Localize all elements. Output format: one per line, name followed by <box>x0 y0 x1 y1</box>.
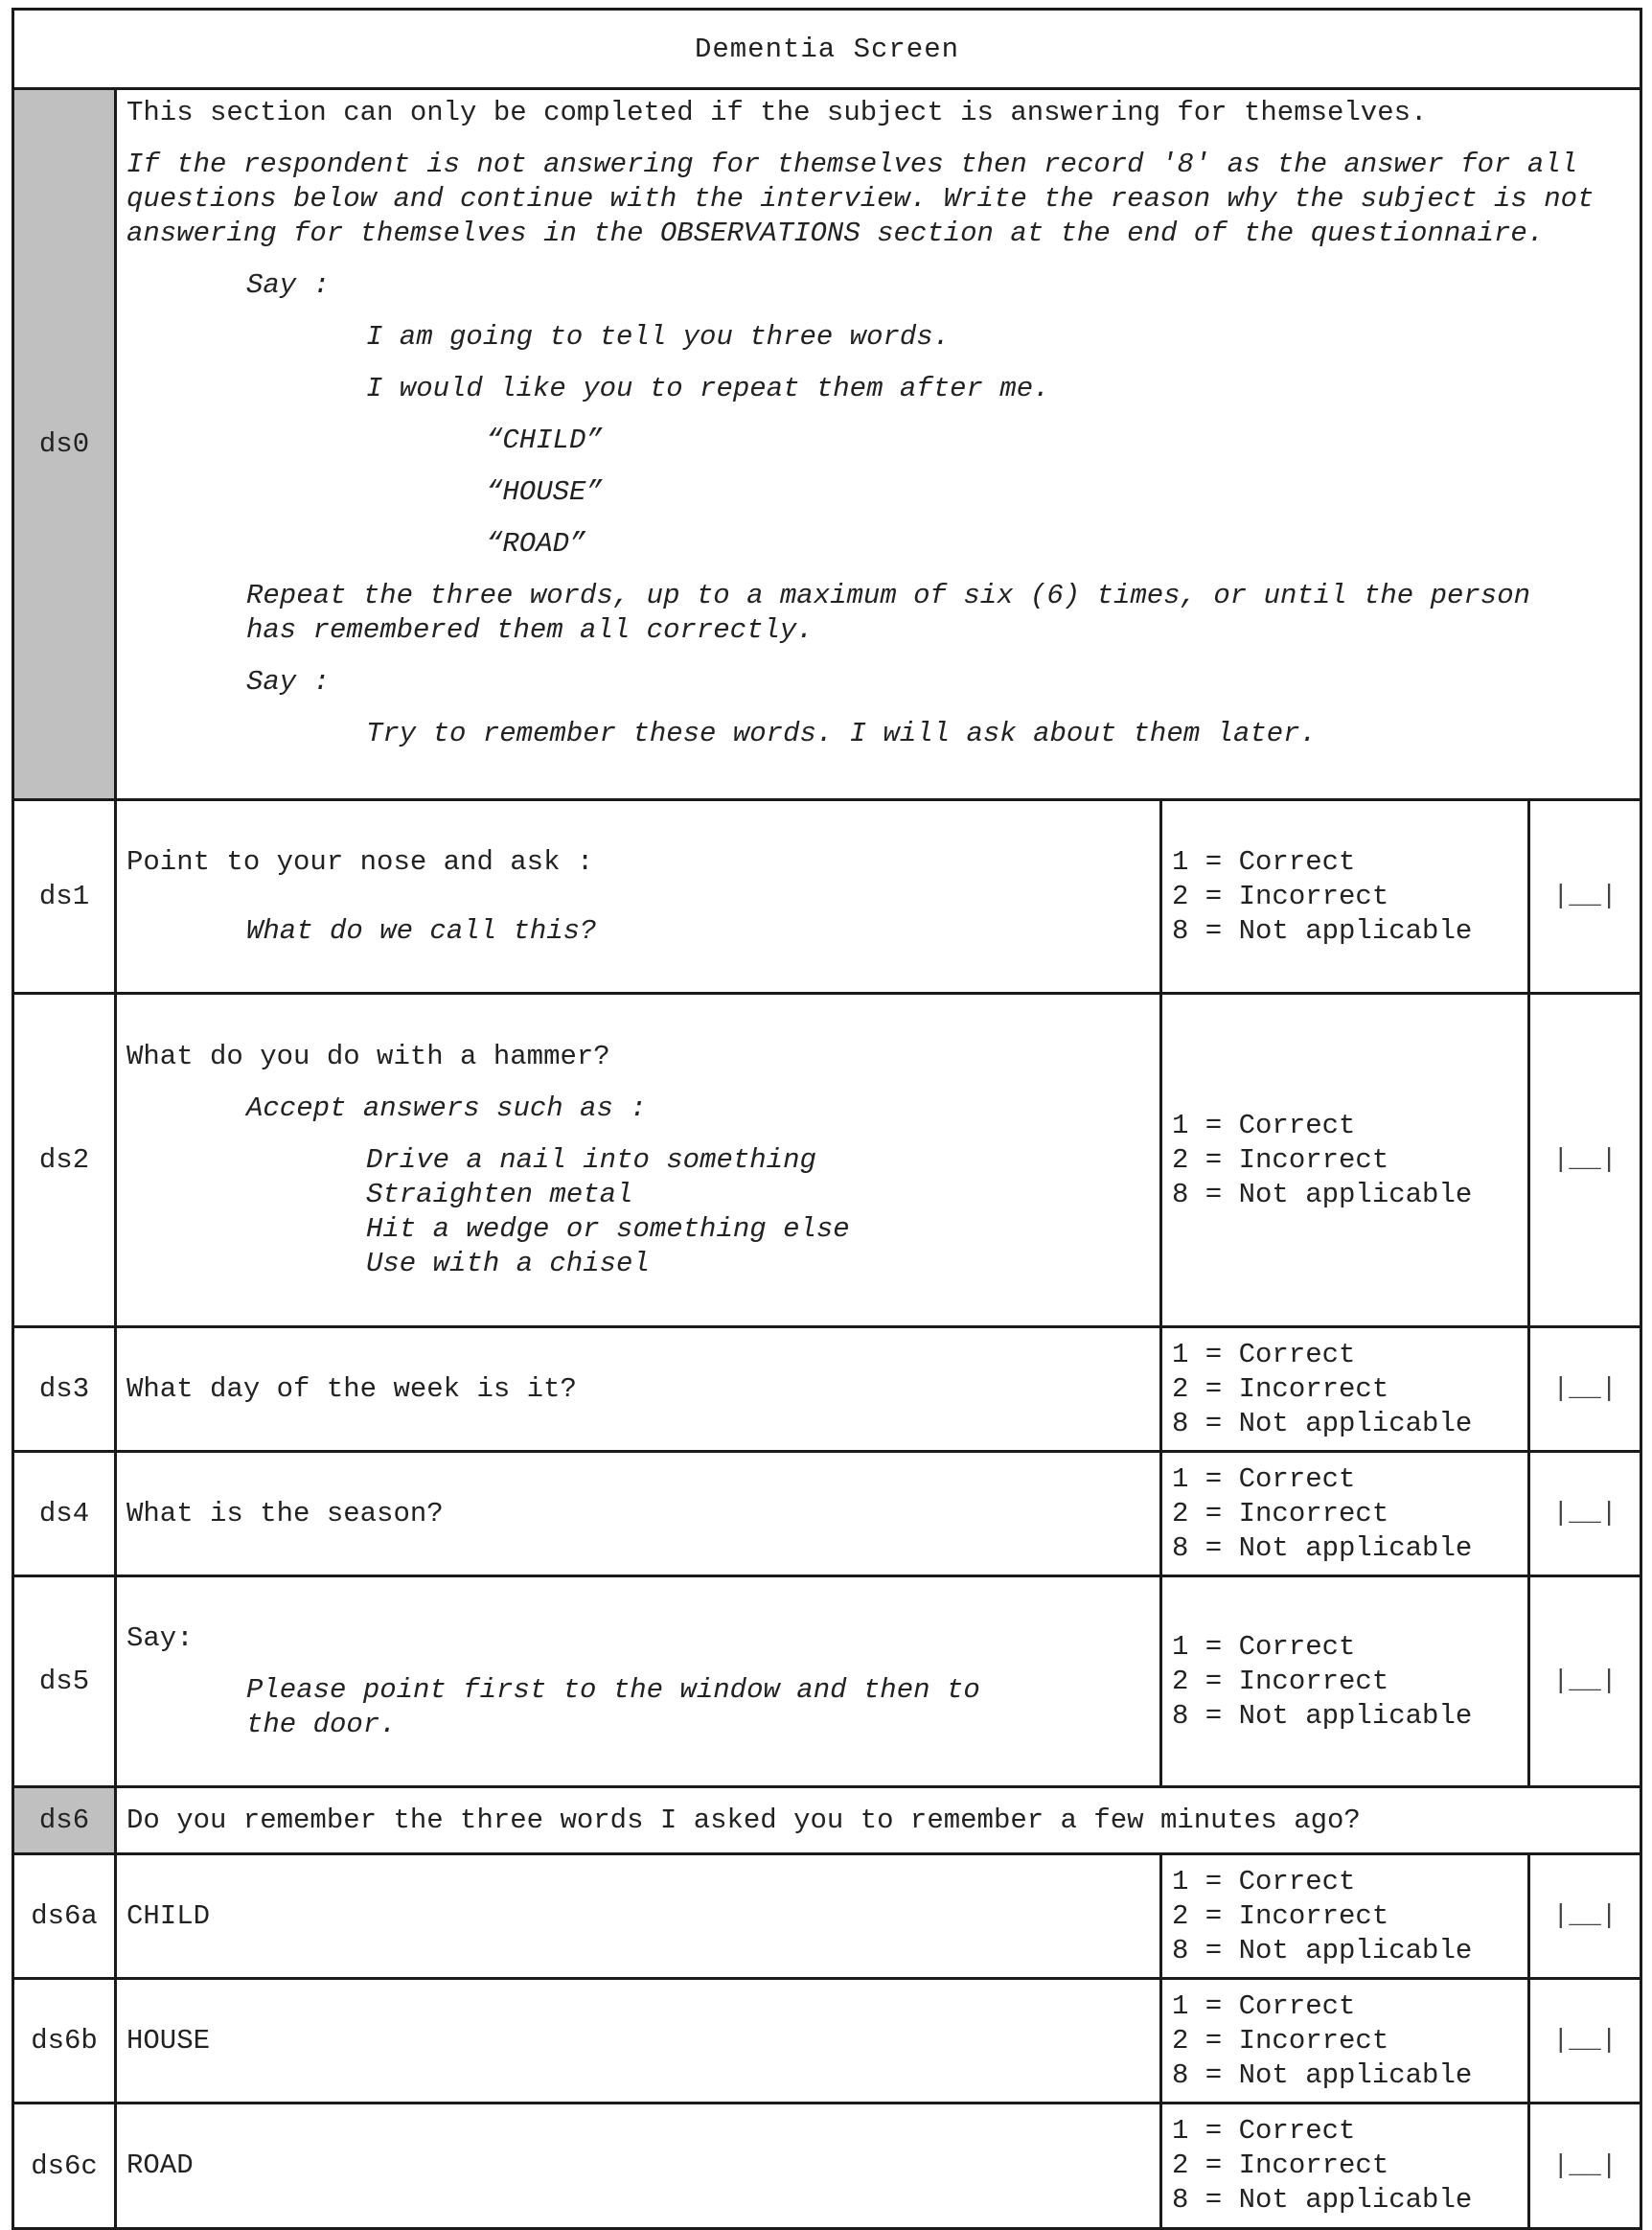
say-label: Say : <box>246 269 331 301</box>
code-correct: 1 = Correct <box>1172 1989 1356 2022</box>
code-not-applicable: 8 = Not applicable <box>1172 1934 1473 1966</box>
accepted-answer: Straighten metal <box>366 1178 633 1210</box>
answer-codes <box>1159 995 1527 1325</box>
question-text <box>117 1980 1159 2102</box>
code-correct: 1 = Correct <box>1172 1338 1356 1370</box>
answer-box-ds3[interactable]: |__| <box>1527 1328 1640 1450</box>
question-prompt: Point to your nose and ask : <box>126 845 594 878</box>
code-incorrect: 2 = Incorrect <box>1172 1497 1389 1529</box>
row-ds5 <box>14 1577 1640 1788</box>
question-label: ds0 <box>14 90 117 798</box>
question-sub: What do we call this? <box>246 914 597 947</box>
script-line: I would like you to repeat them after me. <box>366 373 1050 404</box>
form-title: Dementia Screen <box>14 11 1640 90</box>
answer-codes <box>1159 1328 1527 1450</box>
code-correct: 1 = Correct <box>1172 1865 1356 1897</box>
question-prompt: What is the season? <box>126 1497 444 1529</box>
repeat-instruction: Repeat the three words, up to a maximum of six (6) times, or until the person has remembered them all correctly. <box>246 580 1531 646</box>
code-not-applicable: 8 = Not applicable <box>1172 914 1473 947</box>
word-house: “HOUSE” <box>486 476 603 508</box>
row-ds6c <box>14 2104 1640 2227</box>
code-incorrect: 2 = Incorrect <box>1172 1143 1389 1176</box>
answer-box-ds1[interactable]: |__| <box>1527 801 1640 992</box>
answer-box-ds2[interactable]: |__| <box>1527 995 1640 1325</box>
question-text <box>117 1577 1159 1785</box>
answer-box-ds5[interactable]: |__| <box>1527 1577 1640 1785</box>
code-correct: 1 = Correct <box>1172 1109 1356 1141</box>
question-label: ds6a <box>14 1855 117 1977</box>
question-text <box>117 1855 1159 1977</box>
accepted-answer: Hit a wedge or something else <box>366 1212 850 1245</box>
dementia-screen-form <box>11 8 1642 2230</box>
question-label: ds2 <box>14 995 117 1325</box>
row-ds6a <box>14 1855 1640 1980</box>
answer-codes <box>1159 2104 1527 2227</box>
answer-codes <box>1159 801 1527 992</box>
row-ds3 <box>14 1328 1640 1453</box>
question-label: ds6 <box>14 1788 117 1852</box>
answer-box-ds6b[interactable]: |__| <box>1527 1980 1640 2102</box>
answer-box-ds4[interactable]: |__| <box>1527 1453 1640 1575</box>
intro-text: This section can only be completed if the subject is answering for themselves. <box>126 97 1428 128</box>
code-incorrect: 2 = Incorrect <box>1172 2024 1389 2057</box>
question-text <box>117 995 1159 1325</box>
code-correct: 1 = Correct <box>1172 1462 1356 1495</box>
code-not-applicable: 8 = Not applicable <box>1172 1531 1473 1564</box>
row-ds0 <box>14 90 1640 801</box>
question-text <box>117 1328 1159 1450</box>
code-incorrect: 2 = Incorrect <box>1172 1372 1389 1405</box>
accepted-answer: Use with a chisel <box>366 1247 650 1279</box>
question-prompt: What do you do with a hammer? <box>126 1040 610 1072</box>
accepted-answers <box>126 1143 1150 1281</box>
question-sub: Accept answers such as : <box>246 1092 647 1124</box>
question-label: ds6c <box>14 2104 117 2227</box>
script-line: Try to remember these words. I will ask about them later. <box>366 718 1317 749</box>
question-text <box>117 1453 1159 1575</box>
question-label: ds5 <box>14 1577 117 1785</box>
code-incorrect: 2 = Incorrect <box>1172 2150 1389 2181</box>
ds0-instructions <box>117 90 1640 798</box>
question-label: ds1 <box>14 801 117 992</box>
row-ds1 <box>14 801 1640 995</box>
question-prompt: What day of the week is it? <box>126 1372 577 1405</box>
question-text <box>117 1788 1640 1852</box>
code-not-applicable: 8 = Not applicable <box>1172 2058 1473 2091</box>
code-incorrect: 2 = Incorrect <box>1172 1665 1389 1697</box>
code-not-applicable: 8 = Not applicable <box>1172 1407 1473 1439</box>
answer-box-ds6c[interactable]: |__| <box>1527 2104 1640 2227</box>
word-child: “CHILD” <box>486 425 603 456</box>
code-not-applicable: 8 = Not applicable <box>1172 2184 1473 2216</box>
instruction-text: If the respondent is not answering for themselves then record '8' as the answer for all questions below and continue with the interview. Write the reason why the subject is not answering for themselves in the OBSERVATIONS section at the end of the questionnaire. <box>126 149 1595 249</box>
question-prompt: ROAD <box>126 2150 194 2181</box>
question-prompt: HOUSE <box>126 2024 211 2057</box>
code-correct: 1 = Correct <box>1172 845 1356 878</box>
code-not-applicable: 8 = Not applicable <box>1172 1699 1473 1732</box>
row-ds6 <box>14 1788 1640 1855</box>
code-correct: 1 = Correct <box>1172 1630 1356 1663</box>
row-ds6b <box>14 1980 1640 2104</box>
code-not-applicable: 8 = Not applicable <box>1172 1178 1473 1210</box>
code-incorrect: 2 = Incorrect <box>1172 1899 1389 1932</box>
answer-codes <box>1159 1980 1527 2102</box>
question-prompt: Say: <box>126 1621 194 1654</box>
word-road: “ROAD” <box>486 528 586 560</box>
answer-codes <box>1159 1855 1527 1977</box>
script-line: I am going to tell you three words. <box>366 321 951 353</box>
accepted-answer: Drive a nail into something <box>366 1143 816 1176</box>
question-label: ds4 <box>14 1453 117 1575</box>
row-ds2 <box>14 995 1640 1328</box>
answer-codes <box>1159 1577 1527 1785</box>
answer-box-ds6a[interactable]: |__| <box>1527 1855 1640 1977</box>
code-incorrect: 2 = Incorrect <box>1172 880 1389 912</box>
question-text <box>117 2104 1159 2227</box>
code-correct: 1 = Correct <box>1172 2115 1356 2147</box>
question-sub: Please point first to the window and then to the door. <box>246 1673 980 1740</box>
answer-codes <box>1159 1453 1527 1575</box>
say-label: Say : <box>246 666 331 698</box>
question-prompt: CHILD <box>126 1899 211 1932</box>
question-prompt: Do you remember the three words I asked you to remember a few minutes ago? <box>126 1804 1361 1836</box>
question-text <box>117 801 1159 992</box>
question-label: ds3 <box>14 1328 117 1450</box>
row-ds4 <box>14 1453 1640 1577</box>
question-label: ds6b <box>14 1980 117 2102</box>
